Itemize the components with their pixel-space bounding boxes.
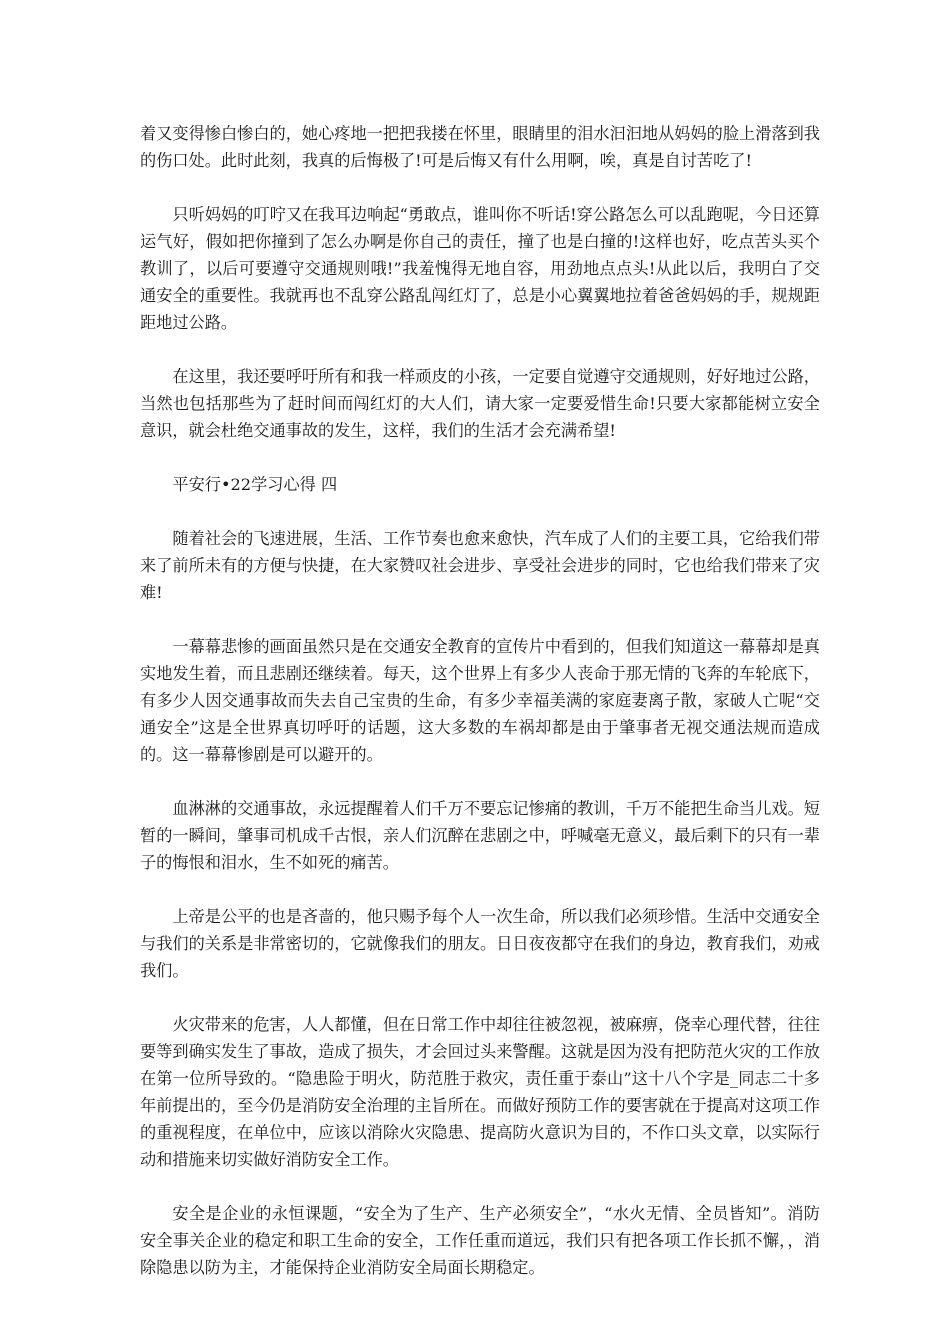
paragraph-fire-hazard: 火灾带来的危害，人人都懂，但在日常工作中却往往被忽视，被麻痹，侥幸心理代替，往往要等到确实发生了事故，造成了损失，才会回过头来警醒。这就是因为没有把防范火灾的工作放在第一位所导致的。“隐患险于明火，防范胜于救灾，责任重于泰山”这十八个字是_同志二十多年前提出的，至今仍是消防安全治理的主旨所在。而做好预防工作的要害就在于提高对这项工作的重视程度，在单位中，应该以消除火灾隐患、提高防火意识为目的，不作口头文章，以实际行动和措施来切实做好消防安全工作。 xyxy=(140,1015,820,1169)
paragraph-continuation: 着又变得惨白惨白的，她心疼地一把把我搂在怀里，眼睛里的泪水汩汩地从妈妈的脸上滑落到我的伤口处。此时此刻，我真的后悔极了!可是后悔又有什么用啊，唉，真是自讨苦吃了! xyxy=(140,124,820,170)
paragraph-enterprise-safety: 安全是企业的永恒课题，“安全为了生产、生产必须安全”，“水火无情、全员皆知”。消防安全事关企业的稳定和职工生命的安全，工作任重而道远，我们只有把各项工作长抓不懈，，消除隐患以防为主，才能保持企业消防安全局面长期稳定。 xyxy=(140,1204,820,1277)
paragraph-life-precious: 上帝是公平的也是吝啬的，他只赐予每个人一次生命，所以我们必须珍惜。生活中交通安全与我们的关系是非常密切的，它就像我们的朋友。日日夜夜都守在我们的身边，教育我们，劝戒我们。 xyxy=(140,907,820,980)
paragraph-tragic-scenes: 一幕幕悲惨的画面虽然只是在交通安全教育的宣传片中看到的，但我们知道这一幕幕却是真实地发生着，而且悲剧还继续着。每天，这个世界上有多少人丧命于那无情的飞奔的车轮底下，有多少人因交通事故而失去自己宝贵的生命，有多少幸福美满的家庭妻离子散，家破人亡呢“交通安全”这是全世界真切呼吁的话题，这大多数的车祸却都是由于肇事者无视交通法规而造成的。这一幕幕惨剧是可以避开的。 xyxy=(140,637,820,764)
paragraph-appeal: 在这里，我还要呼吁所有和我一样顽皮的小孩，一定要自觉遵守交通规则，好好地过公路，当然也包括那些为了赶时间而闯红灯的大人们，请大家一定要爱惜生命!只要大家都能树立安全意识，就会杜绝交通事故的发生，这样，我们的生活才会充满希望! xyxy=(140,367,820,440)
paragraph-bloody-accidents: 血淋淋的交通事故，永远提醒着人们千万不要忘记惨痛的教训，千万不能把生命当儿戏。短暂的一瞬间，肇事司机成千古恨，亲人们沉醉在悲剧之中，呼喊毫无意义，最后剩下的只有一辈子的悔恨和泪水，生不如死的痛苦。 xyxy=(140,799,820,872)
section-heading: 平安行•22学习心得 四 xyxy=(172,475,338,494)
paragraph-society-development: 随着社会的飞速进展，生活、工作节奏也愈来愈快，汽车成了人们的主要工具，它给我们带来了前所未有的方便与快捷，在大家赞叹社会进步、享受社会进步的同时，它也给我们带来了灾难! xyxy=(140,529,820,602)
paragraph-mother-warning: 只听妈妈的叮咛又在我耳边响起“勇敢点，谁叫你不听话!穿公路怎么可以乱跑呢，今日还算运气好，假如把你撞到了怎么办啊是你自己的责任，撞了也是白撞的!这样也好，吃点苦头买个教训了，以后可要遵守交通规则哦!”我羞愧得无地自容，用劲地点点头!从此以后，我明白了交通安全的重要性。我就再也不乱穿公路乱闯红灯了，总是小心翼翼地拉着爸爸妈妈的手，规规距距地过公路。 xyxy=(140,205,820,332)
document-page xyxy=(140,120,820,1308)
